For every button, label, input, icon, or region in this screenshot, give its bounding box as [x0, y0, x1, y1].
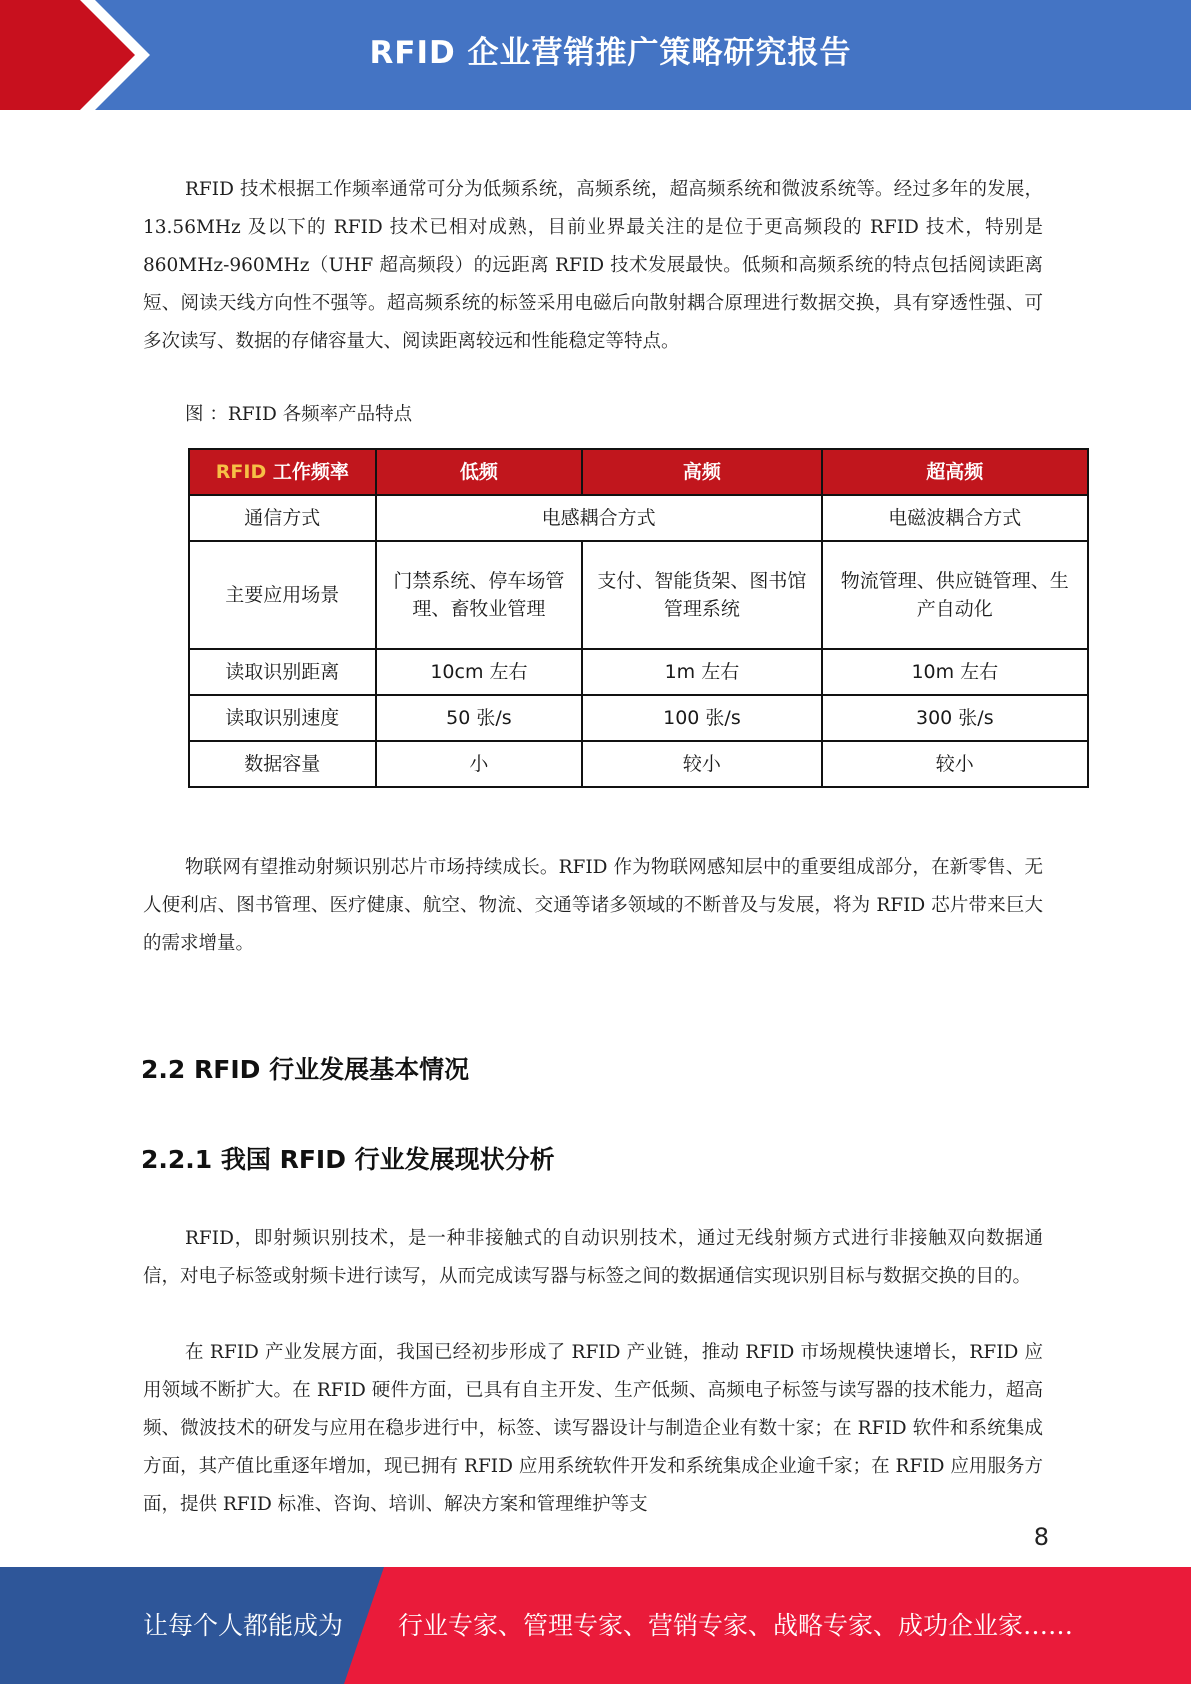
row-label: 数据容量 — [189, 741, 376, 787]
rfid-frequency-table — [188, 448, 1089, 788]
table-row — [189, 541, 1088, 649]
table-cell: 10cm 左右 — [376, 649, 583, 695]
table-row — [189, 695, 1088, 741]
row-label: 读取识别速度 — [189, 695, 376, 741]
page-footer — [0, 1567, 1191, 1684]
subsection-heading: 2.2.1 我国 RFID 行业发展现状分析 — [141, 1145, 555, 1174]
body-paragraph: RFID，即射频识别技术，是一种非接触式的自动识别技术，通过无线射频方式进行非接触双向数据通信，对电子标签或射频卡进行读写，从而完成读写器与标签之间的数据通信实现识别目标与数据交换的目的。 — [143, 1228, 1043, 1287]
page-header — [0, 0, 1191, 110]
table-cell: 电感耦合方式 — [376, 495, 822, 541]
table-header-low: 低频 — [376, 449, 583, 495]
report-title: RFID 企业营销推广策略研究报告 — [369, 35, 852, 71]
body-paragraph: RFID 技术根据工作频率通常可分为低频系统，高频系统，超高频系统和微波系统等。经过多年的发展，13.56MHz 及以下的 RFID 技术已相对成熟，目前业界最关注的是位于更高频段的 RFID 技术，特别是 860MHz-960MHz（UHF 超高频段）的远距离 RFID 技术发展最快。低频和高频系统的特点包括阅读距离短、阅读天线方向性不强等。超高频系统的标签采用电磁后向散射耦合原理进行数据交换，具有穿透性强、可多次读写、数据的存储容量大、阅读距离较远和性能稳定等特点。 — [143, 179, 1043, 352]
table-header-corner: RFID 工作频率 — [189, 449, 376, 495]
table-row — [189, 741, 1088, 787]
row-label: 读取识别距离 — [189, 649, 376, 695]
table-cell: 50 张/s — [376, 695, 583, 741]
table-cell: 小 — [376, 741, 583, 787]
table-cell: 10m 左右 — [822, 649, 1088, 695]
row-label: 主要应用场景 — [189, 541, 376, 649]
footer-slogan-right: 行业专家、管理专家、营销专家、战略专家、成功企业家…… — [398, 1611, 1074, 1640]
table-header-high: 高频 — [582, 449, 821, 495]
table-cell: 1m 左右 — [582, 649, 821, 695]
table-cell: 支付、智能货架、图书馆管理系统 — [582, 541, 821, 649]
body-paragraph: 在 RFID 产业发展方面，我国已经初步形成了 RFID 产业链，推动 RFID 市场规模快速增长，RFID 应用领域不断扩大。在 RFID 硬件方面，已具有自主开发、生产低频、高频电子标签与读写器的技术能力，超高频、微波技术的研发与应用在稳步进行中，标签、读写器设计与制造企业有数十家；在 RFID 软件和系统集成方面，其产值比重逐年增加，现已拥有 RFID 应用系统软件开发和系统集成企业逾千家；在 RFID 应用服务方面，提供 RFID 标准、咨询、培训、解决方案和管理维护等支 — [143, 1342, 1043, 1515]
table-cell: 100 张/s — [582, 695, 821, 741]
table-cell: 门禁系统、停车场管理、畜牧业管理 — [376, 541, 583, 649]
table-cell: 电磁波耦合方式 — [822, 495, 1088, 541]
body-paragraph: 物联网有望推动射频识别芯片市场持续成长。RFID 作为物联网感知层中的重要组成部分，在新零售、无人便利店、图书管理、医疗健康、航空、物流、交通等诸多领域的不断普及与发展，将为 RFID 芯片带来巨大的需求增量。 — [143, 857, 1043, 954]
table-cell: 物流管理、供应链管理、生产自动化 — [822, 541, 1088, 649]
table-row — [189, 495, 1088, 541]
table-cell: 较小 — [582, 741, 821, 787]
section-heading: 2.2 RFID 行业发展基本情况 — [141, 1055, 470, 1084]
table-header-row — [189, 449, 1088, 495]
table-header-uhf: 超高频 — [822, 449, 1088, 495]
table-row — [189, 649, 1088, 695]
table-cell: 300 张/s — [822, 695, 1088, 741]
page-number: 8 — [1033, 1523, 1049, 1551]
row-label: 通信方式 — [189, 495, 376, 541]
footer-slogan-left: 让每个人都能成为 — [143, 1611, 344, 1640]
table-cell: 较小 — [822, 741, 1088, 787]
figure-caption: 图 ：RFID 各频率产品特点 — [185, 404, 413, 425]
